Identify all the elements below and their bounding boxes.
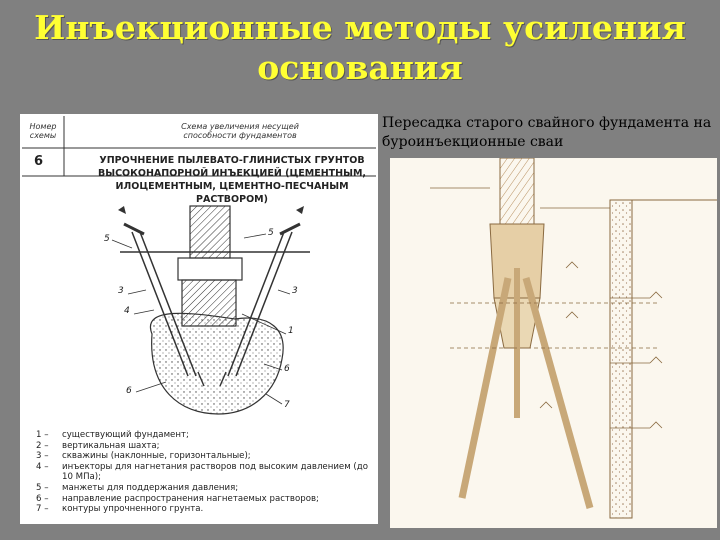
pile-drawing-svg	[390, 158, 717, 528]
existing-foundation	[182, 280, 236, 326]
pile-underpinning-drawing	[390, 158, 717, 528]
slide-title: Инъекционные методы усиления основания	[34, 8, 686, 87]
legend-item: 2 – вертикальная шахта;	[36, 440, 160, 451]
legend-item: 7 – контуры упрочненного грунта.	[36, 504, 204, 515]
scheme-number: 6	[34, 154, 44, 169]
pressure-valve-right	[296, 206, 304, 214]
legend-item: 6 – направление распространения нагнетаемых растворов;	[36, 493, 319, 504]
soil-column	[610, 200, 632, 518]
callout-6-right: 6	[284, 364, 290, 374]
legend-item: 1 – существующий фундамент;	[36, 430, 189, 440]
callout-7: 7	[284, 400, 290, 410]
callout-3-right: 3	[292, 286, 298, 296]
header-scheme-number: Номер схемы	[29, 122, 57, 140]
header-scheme-title: Схема увеличения несущей способности фундаментов	[181, 122, 299, 140]
legend	[36, 430, 376, 515]
legend-item: 5 – манжеты для поддержания давления;	[36, 482, 239, 493]
injector-right	[280, 224, 300, 234]
callout-6-left: 6	[126, 386, 132, 396]
callout-4: 4	[124, 306, 130, 316]
injection-scheme-figure	[20, 114, 378, 524]
old-pile-head	[500, 158, 534, 228]
right-figure-caption: Пересадка старого свайного фундамента на буроинъекционные сваи	[382, 115, 712, 150]
foundation-column	[190, 206, 230, 258]
legend-item: 3 – скважины (наклонные, горизонтальные);	[36, 451, 251, 462]
callout-1: 1	[288, 326, 294, 336]
shaft-top	[178, 258, 242, 280]
legend-item: 4 – инъекторы для нагнетания растворов под высоким давлением (до 10 МПа);	[36, 461, 368, 483]
callout-5-right: 5	[268, 228, 274, 238]
callout-5-left: 5	[104, 234, 110, 244]
injector-left	[124, 224, 144, 234]
pressure-valve-left	[118, 206, 126, 214]
strengthened-soil-zone	[150, 313, 283, 414]
scheme-heading: УПРОЧНЕНИЕ ПЫЛЕВАТО-ГЛИНИСТЫХ ГРУНТОВ ВЫСОКОНАПОРНОЙ ИНЪЕКЦИЕЙ (ЦЕМЕНТНЫМ, ИЛОЦЕМЕНТНЫМ, ЦЕМЕНТНО-ПЕСЧАНЫМ РАСТВОРОМ)	[97, 155, 367, 205]
callout-3-left: 3	[118, 286, 124, 296]
